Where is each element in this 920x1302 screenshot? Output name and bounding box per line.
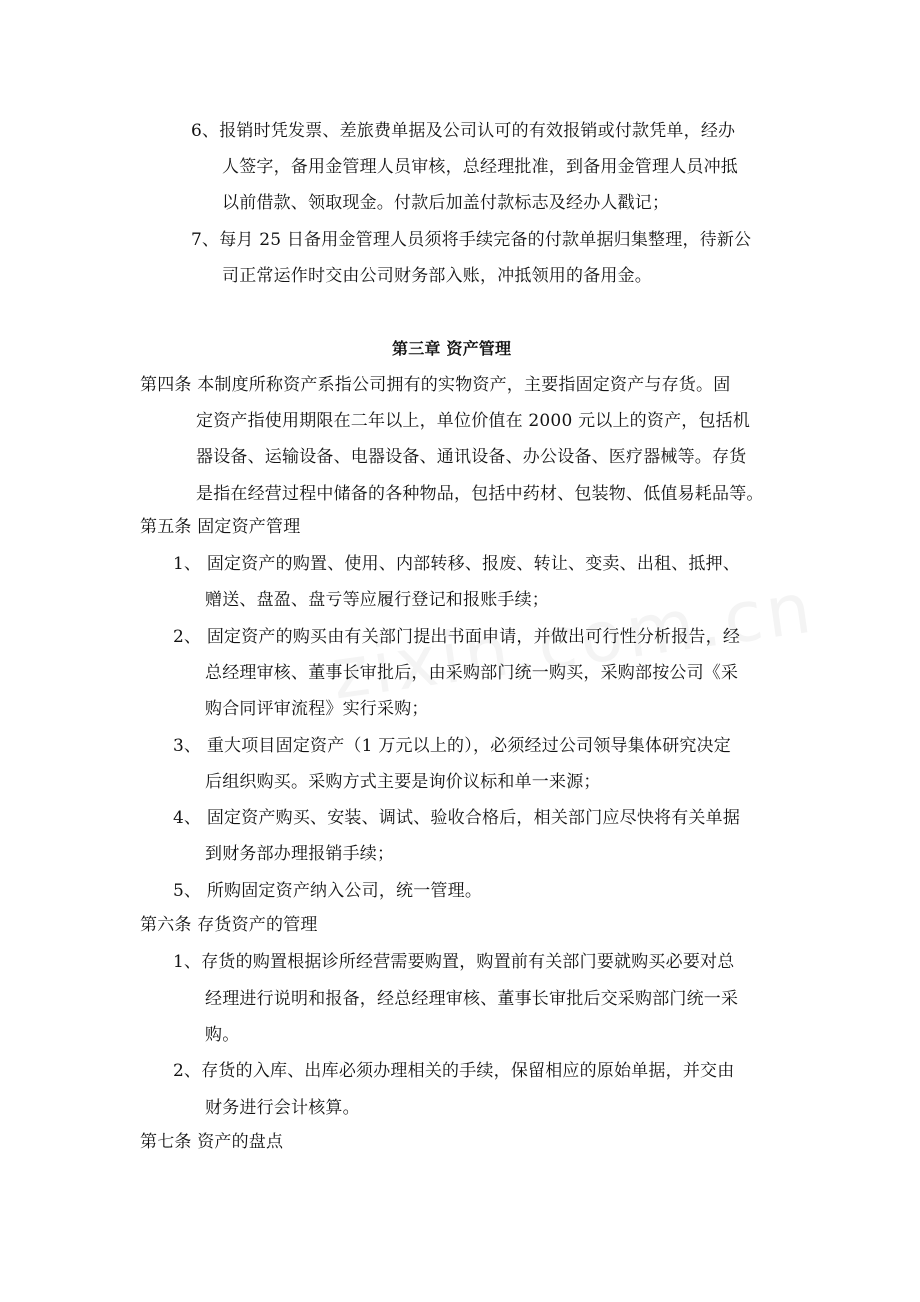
article5-item1-line1: 1、 固定资产的购置、使用、内部转移、报废、转让、变卖、出租、抵押、 (173, 554, 741, 574)
article6-item1-line2: 经理进行说明和报备，经总经理审核、董事长审批后交采购部门统一采 (205, 989, 739, 1009)
article5-item1-line2: 赠送、盘盈、盘亏等应履行登记和报账手续； (205, 590, 549, 610)
article5-item3-line1: 3、 重大项目固定资产（1 万元以上的），必须经过公司领导集体研究决定 (173, 736, 731, 756)
article5-item2-line1: 2、 固定资产的购买由有关部门提出书面申请，并做出可行性分析报告，经 (173, 627, 741, 647)
article6-title: 第六条 存货资产的管理 (140, 915, 318, 935)
article5-item5-line1: 5、 所购固定资产纳入公司，统一管理。 (173, 881, 483, 901)
article6-item1-line3: 购。 (205, 1025, 240, 1045)
item6-line1: 6、报销时凭发票、差旅费单据及公司认可的有效报销或付款凭单，经办 (191, 121, 736, 141)
article4-line3: 器设备、运输设备、电器设备、通讯设备、办公设备、医疗器械等。存货 (196, 447, 747, 467)
article5-item4-line1: 4、 固定资产购买、安装、调试、验收合格后，相关部门应尽快将有关单据 (173, 808, 741, 828)
article7-title: 第七条 资产的盘点 (140, 1132, 284, 1152)
item6-line3: 以前借款、领取现金。付款后加盖付款标志及经办人戳记； (222, 193, 670, 213)
item7-line2: 司正常运作时交由公司财务部入账，冲抵领用的备用金。 (222, 266, 652, 286)
article5-title: 第五条 固定资产管理 (140, 517, 301, 537)
article5-item4-line2: 到财务部办理报销手续； (205, 844, 395, 864)
chapter-title: 第三章 资产管理 (392, 339, 512, 358)
item6-line2: 人签字，备用金管理人员审核，总经理批准，到备用金管理人员冲抵 (222, 157, 738, 177)
article4-line2: 定资产指使用期限在二年以上，单位价值在 2000 元以上的资产，包括机 (196, 411, 751, 431)
article5-item2-line2: 总经理审核、董事长审批后，由采购部门统一购买，采购部按公司《采 (205, 663, 739, 683)
article4-line4: 是指在经营过程中储备的各种物品，包括中药材、包装物、低值易耗品等。 (196, 484, 764, 504)
article6-item2-line2: 财务进行会计核算。 (205, 1098, 360, 1118)
article5-item2-line3: 购合同评审流程》实行采购； (205, 699, 429, 719)
article4-line1: 第四条 本制度所称资产系指公司拥有的实物资产，主要指固定资产与存货。固 (140, 375, 731, 395)
item7-line1: 7、每月 25 日备用金管理人员须将手续完备的付款单据归集整理，待新公 (191, 230, 752, 250)
article5-item3-line2: 后组织购买。采购方式主要是询价议标和单一来源； (205, 772, 601, 792)
article6-item1-line1: 1、存货的购置根据诊所经营需要购置，购置前有关部门要就购买必要对总 (173, 952, 735, 972)
article6-item2-line1: 2、存货的入库、出库必须办理相关的手续，保留相应的原始单据，并交由 (173, 1061, 735, 1081)
